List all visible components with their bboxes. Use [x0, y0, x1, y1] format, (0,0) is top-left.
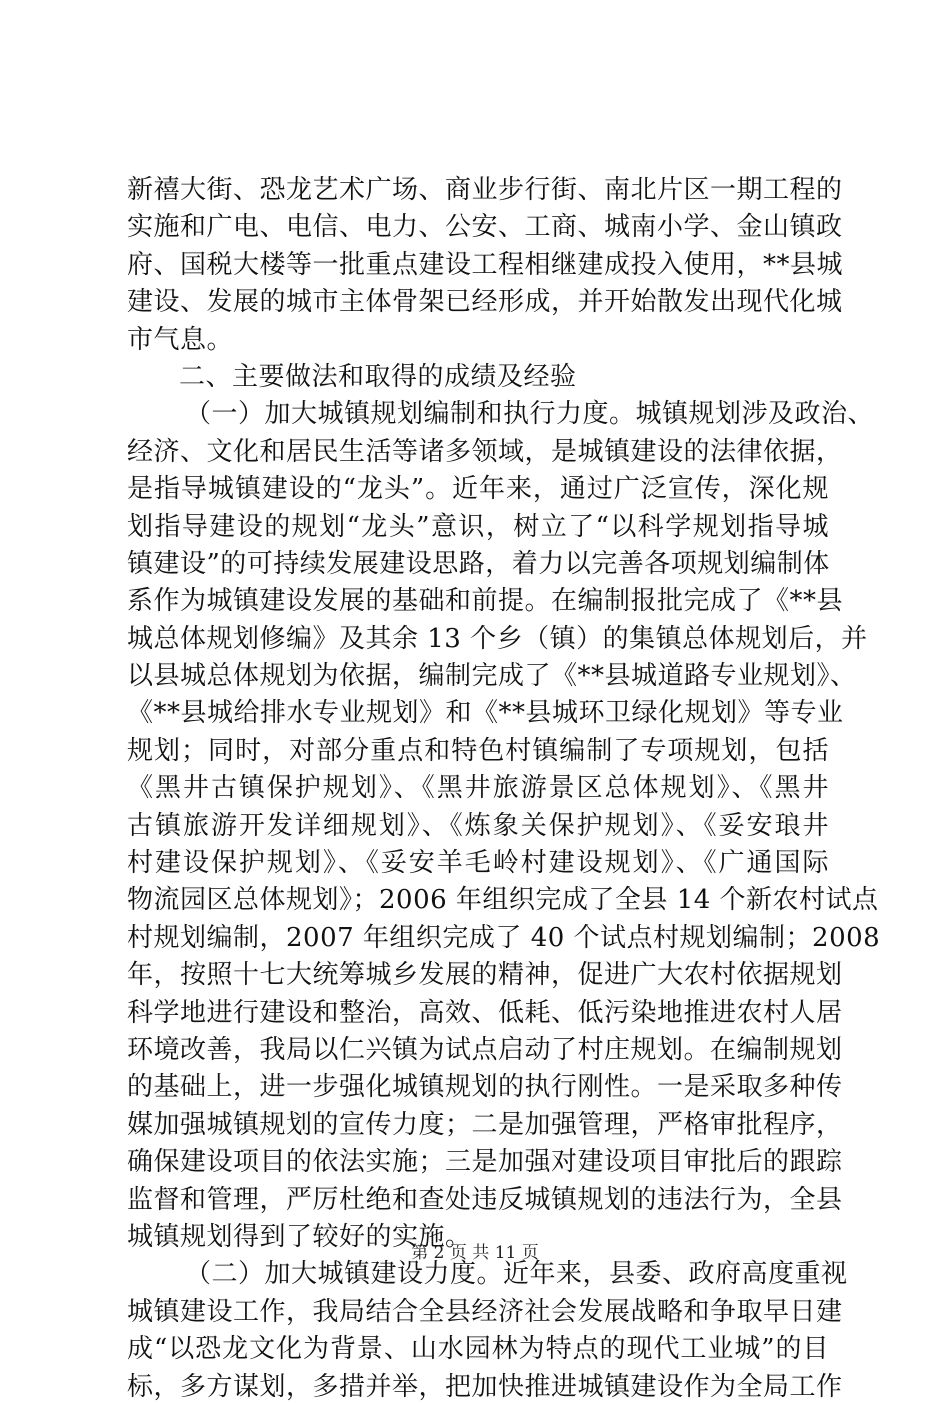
text-line: 媒加强城镇规划的宣传力度；二是加强管理，严格审批程序， — [127, 1109, 843, 1140]
text-line: 新禧大街、恐龙艺术广场、商业步行街、南北片区一期工程的 — [127, 175, 843, 205]
text-line: 物流园区总体规划》；2006 年组织完成了全县 14 个新农村试点 — [127, 885, 879, 916]
text-line: 建设、发展的城市主体骨架已经形成，并开始散发出现代化城 — [127, 287, 843, 318]
text-line: 市气息。 — [127, 324, 234, 355]
section-heading: 二、主要做法和取得的成绩及经验 — [179, 361, 577, 392]
text-line: 实施和广电、电信、电力、公安、工商、城南小学、金山镇政 — [127, 212, 843, 243]
text-line: 以县城总体规划为依据，编制完成了《**县城道路专业规划》、 — [127, 661, 857, 692]
text-line: 确保建设项目的依法实施；三是加强对建设项目审批后的跟踪 — [127, 1147, 843, 1178]
text-line: 村建设保护规划》、《妥安羊毛岭村建设规划》、《广通国际 — [127, 848, 829, 879]
text-line: 镇建设”的可持续发展建设思路，着力以完善各项规划编制体 — [127, 548, 830, 579]
text-line: 规划；同时，对部分重点和特色村镇编制了专项规划，包括 — [127, 735, 829, 766]
document-body — [127, 172, 881, 1406]
text-line: 古镇旅游开发详细规划》、《炼象关保护规划》、《妥安琅井 — [127, 810, 829, 841]
text-line: 系作为城镇建设发展的基础和前提。在编制报批完成了《**县 — [127, 586, 844, 617]
text-line: 成“以恐龙文化为背景、山水园林为特点的现代工业城”的目 — [127, 1334, 829, 1365]
text-line: 标，多方谋划，多措并举，把加快推进城镇建设作为全局工作 — [127, 1371, 843, 1402]
text-line: （一）加大城镇规划编制和执行力度。城镇规划涉及政治、 — [185, 399, 875, 430]
text-line: 的基础上，进一步强化城镇规划的执行刚性。一是采取多种传 — [127, 1072, 843, 1103]
page-number-footer: 第 2 页 共 11 页 — [411, 1243, 539, 1263]
text-line: 划指导建设的规划“龙头”意识，树立了“以科学规划指导城 — [127, 511, 829, 542]
text-line: 城镇建设工作，我局结合全县经济社会发展战略和争取早日建 — [127, 1296, 843, 1327]
text-line: 城镇规划得到了较好的实施。 — [127, 1221, 472, 1252]
text-line: （二）加大城镇建设力度。近年来，县委、政府高度重视 — [185, 1259, 848, 1290]
text-line: 《**县城给排水专业规划》和《**县城环卫绿化规划》等专业 — [127, 698, 844, 729]
text-line: 科学地进行建设和整治，高效、低耗、低污染地推进农村人居 — [127, 997, 843, 1028]
text-line: 年，按照十七大统筹城乡发展的精神，促进广大农村依据规划 — [127, 960, 843, 991]
text-line: 城总体规划修编》及其余 13 个乡（镇）的集镇总体规划后，并 — [127, 623, 868, 654]
text-line: 监督和管理，严厉杜绝和查处违反城镇规划的违法行为，全县 — [127, 1184, 843, 1215]
text-line: 环境改善，我局以仁兴镇为试点启动了村庄规划。在编制规划 — [127, 1034, 843, 1065]
text-line: 《黑井古镇保护规划》、《黑井旅游景区总体规划》、《黑井 — [127, 773, 829, 804]
text-line: 村规划编制，2007 年组织完成了 40 个试点村规划编制；2008 — [127, 922, 881, 953]
text-line: 经济、文化和居民生活等诸多领域，是城镇建设的法律依据， — [127, 436, 843, 467]
text-line: 府、国税大楼等一批重点建设工程相继建成投入使用，**县城 — [127, 249, 844, 280]
text-line: 是指导城镇建设的“龙头”。近年来，通过广泛宣传，深化规 — [127, 474, 829, 505]
